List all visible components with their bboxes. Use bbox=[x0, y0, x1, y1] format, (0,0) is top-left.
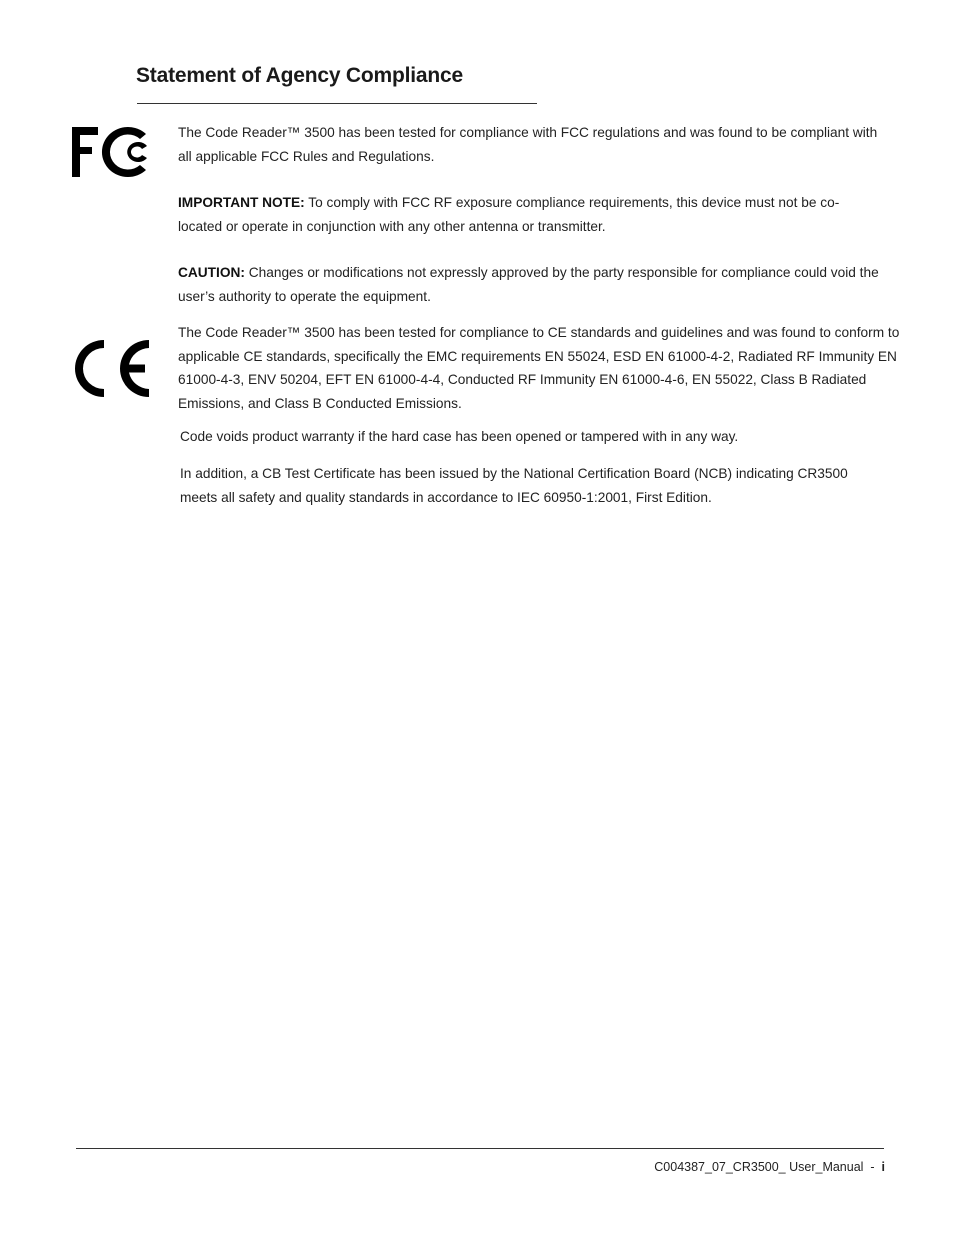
title-divider bbox=[137, 103, 537, 104]
caution-note bbox=[178, 261, 884, 308]
footer-divider bbox=[76, 1148, 884, 1149]
page-title: Statement of Agency Compliance bbox=[136, 64, 463, 87]
page-footer bbox=[654, 1160, 885, 1174]
important-note bbox=[178, 191, 878, 238]
fcc-logo-icon bbox=[70, 124, 152, 180]
ce-statement: The Code Reader™ 3500 has been tested for compliance to CE standards and guidelines and was found to conform to applicable CE standards, specifically the EMC requirements EN 55024, ESD EN 61000-4-2, Radiated RF Immunity EN 61000-4-3, ENV 50204, EFT EN 61000-4-4, Conducted RF Immunity EN 61000-4-6, EN 55022, Class B Radiated Emissions, and Class B Conducted Emissions. bbox=[178, 325, 900, 411]
important-note-label: IMPORTANT NOTE: bbox=[178, 195, 305, 210]
warranty-statement: Code voids product warranty if the hard case has been opened or tampered with in any way. bbox=[180, 429, 739, 444]
caution-label: CAUTION: bbox=[178, 265, 245, 280]
caution-text: Changes or modifications not expressly approved by the party responsible for compliance could void the user’s authority to operate the equipment. bbox=[178, 265, 879, 304]
important-note-text: To comply with FCC RF exposure compliance requirements, this device must not be co-located or operate in conjunction with any other antenna or transmitter. bbox=[178, 195, 840, 234]
ce-mark-icon bbox=[70, 335, 152, 401]
footer-page-number: i bbox=[881, 1160, 885, 1174]
fcc-statement: The Code Reader™ 3500 has been tested for compliance with FCC regulations and was found to be compliant with all applicable FCC Rules and Regulations. bbox=[178, 125, 878, 164]
footer-doc-id: C004387_07_CR3500_ User_Manual bbox=[654, 1160, 864, 1174]
cb-certificate-statement: In addition, a CB Test Certificate has been issued by the National Certification Board (NCB) indicating CR3500 meets all safety and quality standards in accordance to IEC 60950-1:2001, First Edition. bbox=[180, 466, 848, 505]
footer-separator: - bbox=[863, 1160, 882, 1174]
